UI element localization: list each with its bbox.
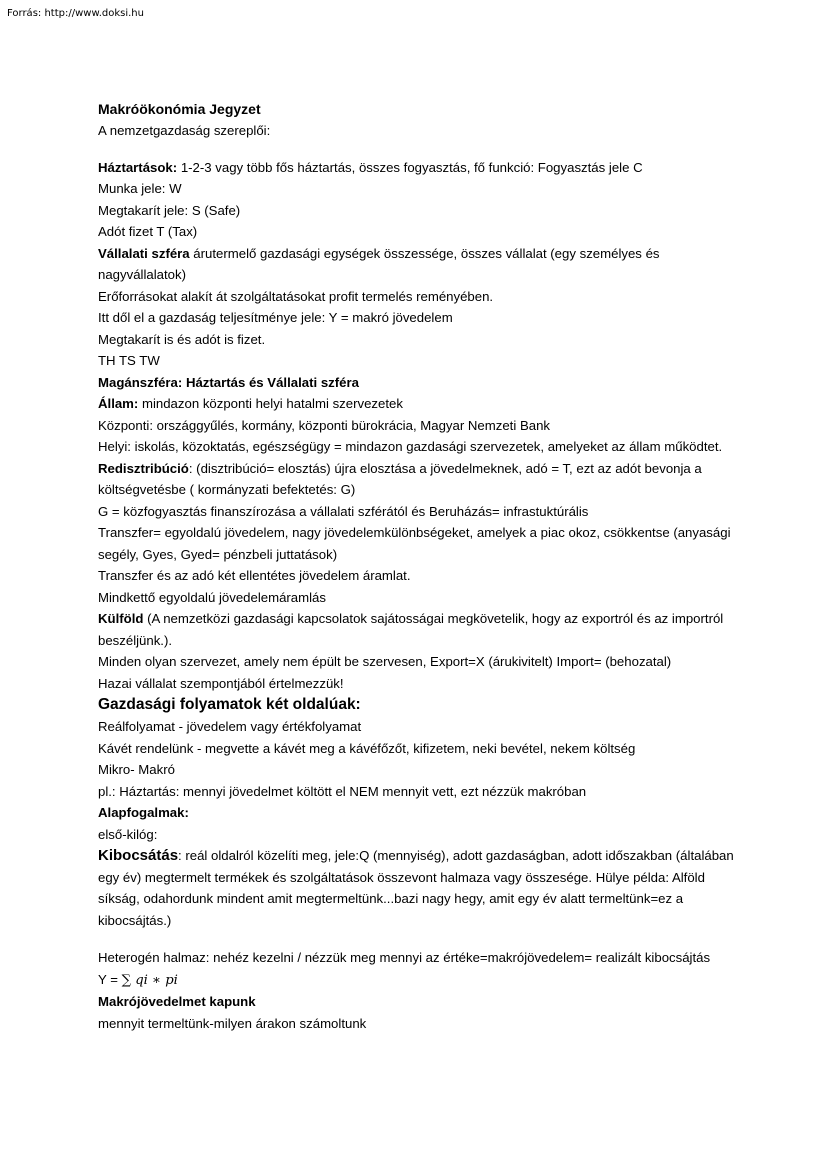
subtitle: A nemzetgazdaság szereplői: [98, 123, 271, 138]
kulfold-paragraph [98, 608, 738, 651]
heterogen-paragraph: Heterogén halmaz: nehéz kezelni / nézzük meg mennyi az értéke=makrójövedelem= realizált kibocsájtás [98, 950, 711, 965]
gazdasagi-heading: Gazdasági folyamatok két oldalúak: [98, 696, 361, 713]
vallalati-line: TH TS TW [98, 353, 160, 368]
vallalati-label: Vállalati szféra [98, 245, 190, 261]
allam-line: Központi: országgyűlés, kormány, központi bürokrácia, Magyar Nemzeti Bank [98, 417, 550, 433]
formula [98, 969, 738, 992]
allam-text: mindazon központi helyi hatalmi szervezetek [138, 396, 403, 411]
maganszfera-text: Magánszféra: Háztartás és Vállalati szféra [98, 374, 359, 390]
gazdasagi-line: Mikro- Makró [98, 762, 175, 777]
allam-paragraph [98, 393, 738, 415]
haztartasok-line: Munka jele: W [98, 181, 182, 196]
gazdasagi-line: Kávét rendelünk - megvette a kávét meg a kávéfőzőt, kifizetem, neki bevétel, nekem költség [98, 740, 636, 756]
redisztribucio-paragraph [98, 458, 738, 501]
kibocsatas-label: Kibocsátás [98, 847, 179, 864]
haztartasok-text: 1-2-3 vagy több fős háztartás, összes fogyasztás, fő funkció: Fogyasztás jele C [177, 159, 643, 175]
allam-line: Helyi: iskolás, közoktatás, egészségügy = mindazon gazdasági szervezetek, amelyeket az állam működtet. [98, 439, 723, 454]
maganszfera-heading [98, 372, 738, 394]
kibocsatas-paragraph [98, 845, 738, 931]
vallalati-line: Megtakarít is és adót is fizet. [98, 331, 266, 347]
haztartasok-label: Háztartások: [98, 159, 178, 175]
source-url: Forrás: http://www.doksi.hu [7, 8, 144, 19]
spacer [98, 931, 738, 947]
formula-lhs: Y = [98, 971, 122, 987]
vallalati-paragraph [98, 243, 738, 286]
makrojovedelem-heading [98, 991, 738, 1013]
alapfogalmak-line: első-kilóg: [98, 826, 158, 842]
vallalati-line: Erőforrásokat alakít át szolgáltatásokat profit termelés reményében. [98, 288, 494, 304]
allam-label: Állam: [98, 396, 139, 411]
makrojovedelem-text: Makrójövedelmet kapunk [98, 994, 256, 1009]
redisztribucio-line: G = közfogyasztás finanszírozása a vállalati szférától és Beruházás= infrastuktúrális [98, 503, 589, 519]
redisztribucio-label: Redisztribúció [98, 460, 189, 476]
gazdasagi-line: pl.: Háztartás: mennyi jövedelmet költött el NEM mennyit vett, ezt nézzük makróban [98, 783, 587, 799]
formula-rhs: ∑ qi ∗ pi [121, 972, 178, 988]
kulfold-text: (A nemzetközi gazdasági kapcsolatok sajátosságai megkövetelik, hogy az exportról és az importról beszéljünk.). [98, 611, 724, 648]
makrojovedelem-line: mennyit termeltünk-milyen árakon számoltunk [98, 1015, 367, 1031]
redisztribucio-line: Transzfer és az adó két ellentétes jövedelem áramlat. [98, 568, 411, 583]
document-body [98, 98, 738, 1034]
haztartasok-line: Megtakarít jele: S (Safe) [98, 202, 241, 218]
kulfold-label: Külföld [98, 611, 144, 626]
spacer [98, 142, 738, 157]
haztartasok-line: Adót fizet T (Tax) [98, 224, 198, 239]
redisztribucio-line: Transzfer= egyoldalú jövedelem, nagy jövedelemkülönbségeket, amelyek a piac okoz, csökkentse (anyasági segély, Gyes, Gyed= pénzbeli juttatások) [98, 525, 731, 562]
haztartasok-paragraph [98, 157, 738, 179]
document-title: Makróökonómia Jegyzet [98, 101, 261, 117]
alapfogalmak-text: Alapfogalmak: [98, 805, 189, 820]
alapfogalmak-heading [98, 802, 738, 824]
kibocsatas-text: : reál oldalról közelíti meg, jele:Q (mennyiség), adott gazdaságban, adott időszakban (általában egy év) megtermelt termékek és szolgáltatások összevont halmaza vagy összesége. Hülye példa: Alföld síkság, odahordunk mindent amit megtermeltünk...bazi nagy hegy, amit egy év alatt termeltünk=ez a kibocsájtás.) [98, 848, 734, 928]
kulfold-line: Hazai vállalat szempontjából értelmezzük! [98, 675, 344, 691]
redisztribucio-text: : (disztribúció= elosztás) újra elosztása a jövedelmeknek, adó = T, ezt az adót bevonja a költségvetésbe ( kormányzati befektetés: G) [98, 460, 702, 497]
vallalati-line: Itt dől el a gazdaság teljesítménye jele: Y = makró jövedelem [98, 310, 453, 325]
vallalati-text: árutermelő gazdasági egységek összessége, összes vállalat (egy személyes és nagyvállalatok) [98, 245, 660, 282]
redisztribucio-line: Mindkettő egyoldalú jövedelemáramlás [98, 589, 326, 605]
gazdasagi-line: Reálfolyamat - jövedelem vagy értékfolyamat [98, 719, 362, 734]
kulfold-line: Minden olyan szervezet, amely nem épült be szervesen, Export=X (árukivitelt) Import= (behozatal) [98, 654, 672, 669]
